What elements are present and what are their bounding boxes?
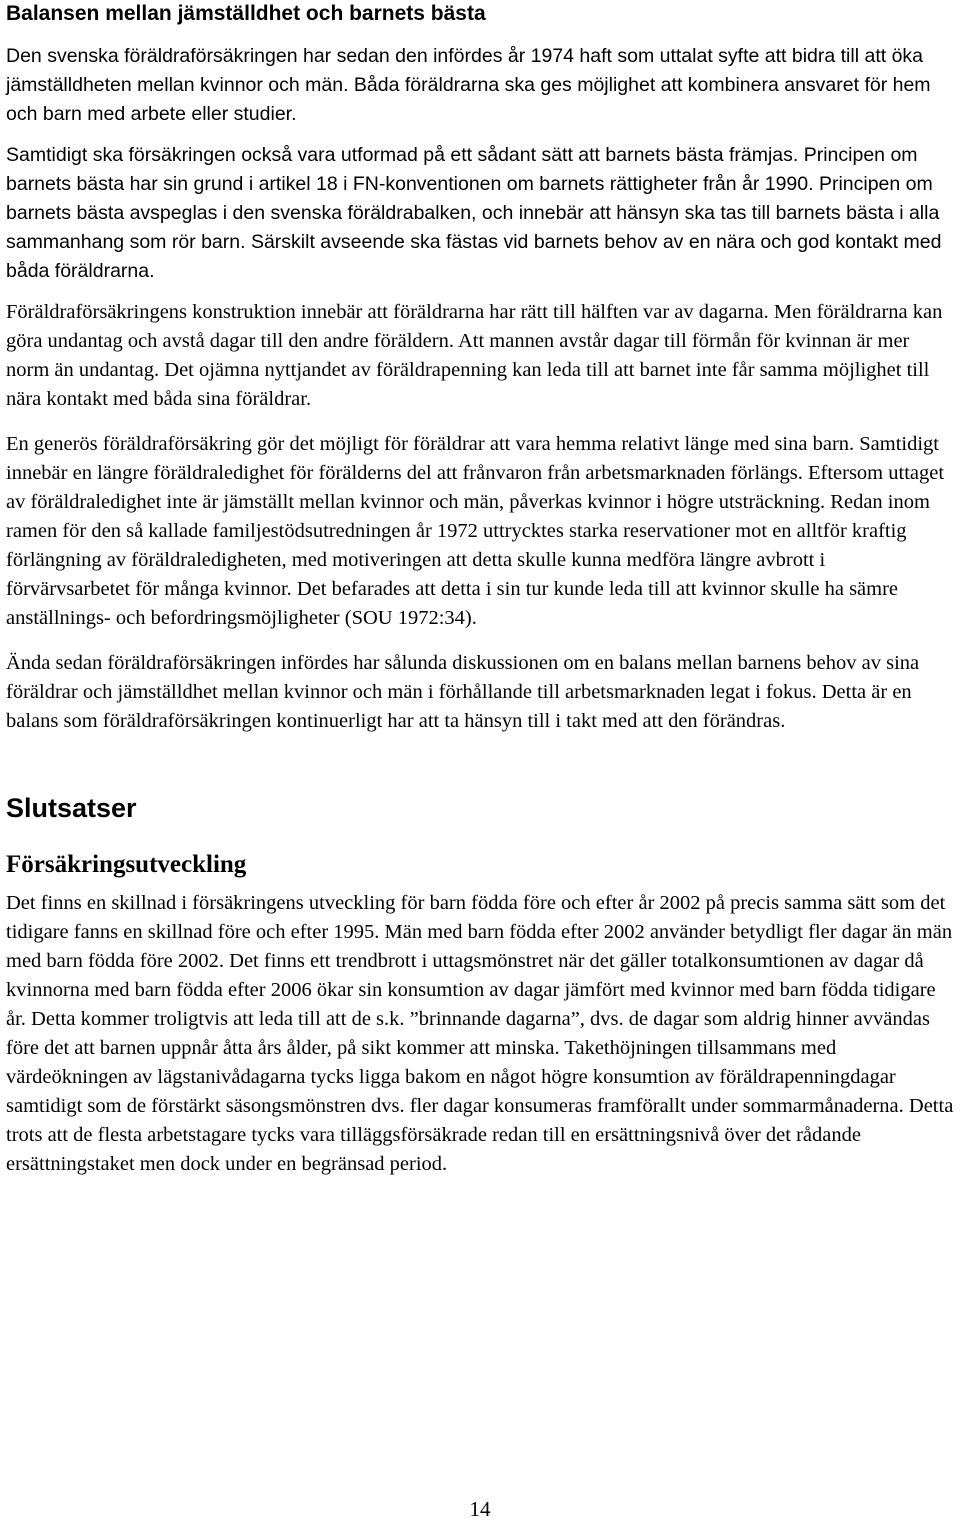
- section-heading-conclusions: Slutsatser: [6, 793, 137, 823]
- document-page: [6, 0, 956, 1179]
- paragraph-balance-focus: Ända sedan föräldraförsäkringen infördes har sålunda diskussionen om en balans mellan barnens behov av sina föräldrar och jämställdhet mellan kvinnor och män i förhållande till arbetsmarknaden legat i fokus. Detta är en balans som föräldraförsäkringen kontinuerligt har att ta hänsyn till i takt med att den förändras.: [6, 652, 920, 732]
- subheading-insurance-development: Försäkringsutveckling: [6, 851, 247, 878]
- paragraph-child-best-interest: Samtidigt ska försäkringen också vara utformad på ett sådant sätt att barnets bästa främjas. Principen om barnets bästa har sin grund i artikel 18 i FN-konventionen om barnets rättigheter från år 1990. Principen om barnets bästa avspeglas i den svenska föräldrabalken, och innebär att hänsyn ska tas till barnets bästa i alla sammanhang som rör barn. Särskilt avseende ska fästas vid barnets behov av en nära och god kontakt med båda föräldrarna.: [6, 144, 942, 282]
- paragraph-insurance-development: Det finns en skillnad i försäkringens utveckling för barn födda före och efter år 2002 på precis samma sätt som det tidigare fanns en skillnad före och efter 1995. Män med barn födda efter 2002 använder betydligt fler dagar än män med barn födda före 2002. Det finns ett trendbrott i uttagsmönstret när det gäller totalkonsumtionen av dagar då kvinnorna med barn födda efter 2006 ökar sin konsumtion av dagar jämfört med kvinnor med barn födda tidigare år. Detta kommer troligtvis att leda till att de s.k. ”brinnande dagarna”, dvs. de dagar som aldrig hinner avvändas före det att barnen uppnår åtta års ålder, på sikt kommer att minska. Takethöjningen tillsammans med värdeökningen av lägstanivådagarna tycks ligga bakom en något högre konsumtion av föräldrapenningdagar samtidigt som de förstärkt säsongsmönstren dvs. fler dagar konsumeras framförallt under sommarmånaderna. Detta trots att de flesta arbetstagare tycks vara tilläggsförsäkrade redan till en ersättningsnivå över det rådande ersättningstaket men dock under en begränsad period.: [6, 892, 954, 1175]
- paragraph-intro: Den svenska föräldraförsäkringen har sedan den infördes år 1974 haft som uttalat syfte att bidra till att öka jämställdheten mellan kvinnor och män. Båda föräldrarna ska ges möjlighet att kombinera ansvaret för hem och barn med arbete eller studier.: [6, 45, 931, 125]
- paragraph-insurance-construction: Föräldraförsäkringens konstruktion innebär att föräldrarna har rätt till hälften var av dagarna. Men föräldrarna kan göra undantag och avstå dagar till den andre föräldern. Att mannen avstår dagar till förmån för kvinnan är mer norm än undantag. Det ojämna nyttjandet av föräldrapenning kan leda till att barnet inte får samma möjlighet till nära kontakt med båda sina föräldrar.: [6, 301, 943, 410]
- page-number: 14: [469, 1497, 491, 1521]
- paragraph-generous-insurance: En generös föräldraförsäkring gör det möjligt för föräldrar att vara hemma relativt länge med sina barn. Samtidigt innebär en längre föräldraledighet för förälderns del att frånvaron från arbetsmarknaden förlängs. Eftersom uttaget av föräldraledighet inte är jämställt mellan kvinnor och män, påverkas kvinnor i högre utsträckning. Redan inom ramen för den så kallade familjestödsutredningen år 1972 uttrycktes starka reservationer mot en alltför kraftig förlängning av föräldraledigheten, med motiveringen att detta skulle kunna medföra längre avbrott i förvärvsarbetet för många kvinnor. Det befarades att detta i sin tur kunde leda till att kvinnor skulle ha sämre anställnings- och befordringsmöjligheter (SOU 1972:34).: [6, 433, 945, 629]
- section-heading-balance: Balansen mellan jämställdhet och barnets bästa: [6, 2, 486, 25]
